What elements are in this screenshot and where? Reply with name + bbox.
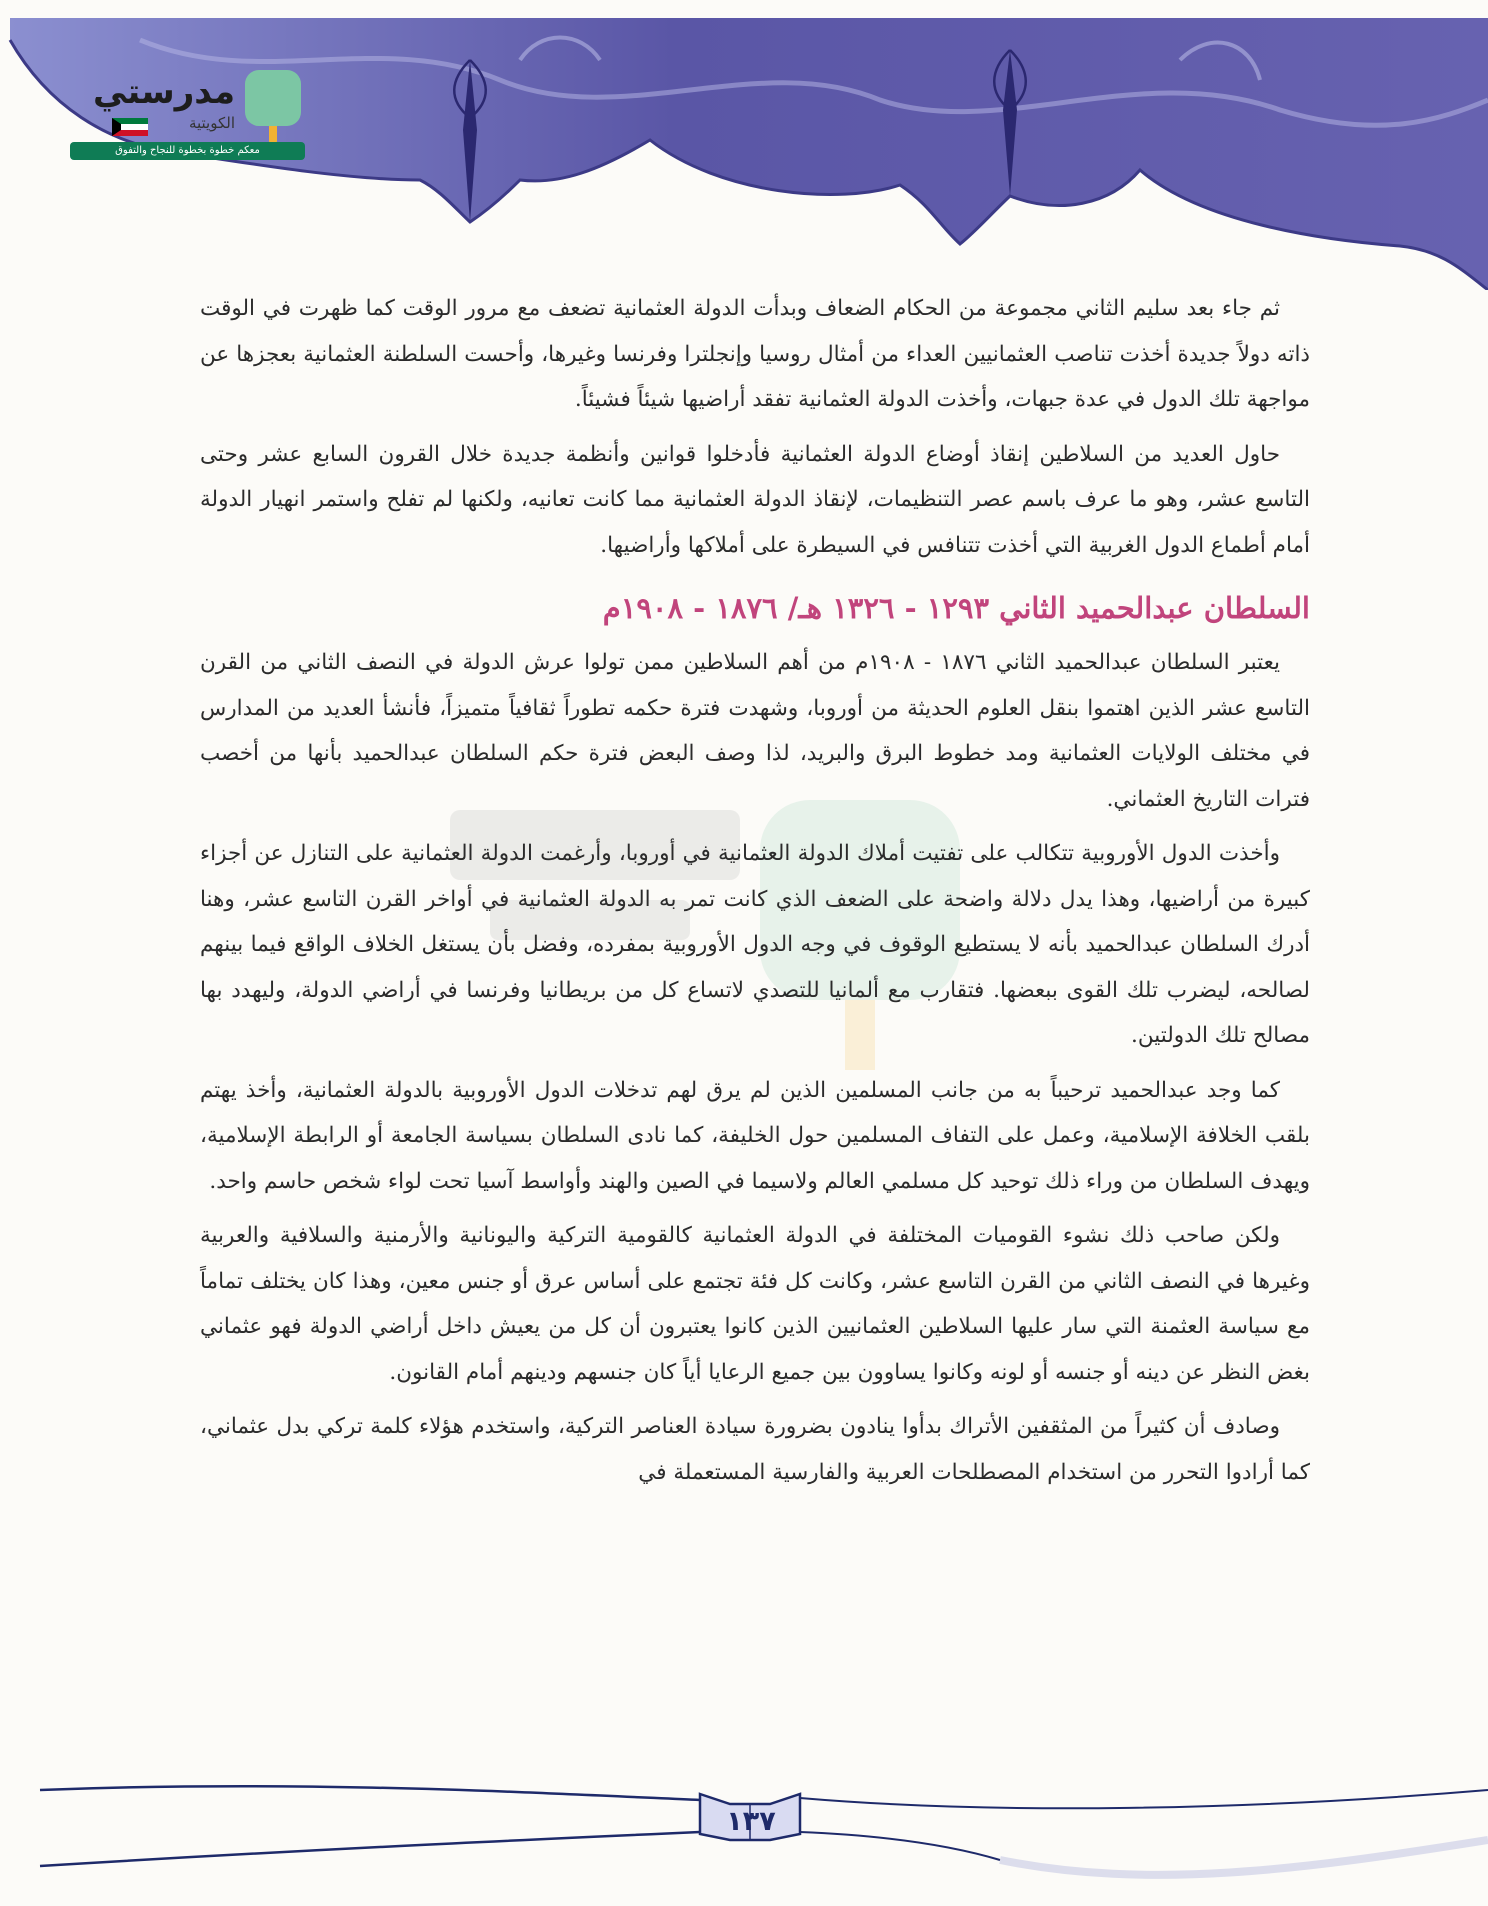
kuwait-flag-icon — [112, 118, 148, 136]
logo-mark-icon — [245, 70, 301, 126]
paragraph: وصادف أن كثيراً من المثقفين الأتراك بدأوا ينادون بضرورة سيادة العناصر التركية، واستخدم هؤلاء كلمة تركي بدل عثماني، كما أرادوا التحرر من استخدام المصطلحات العربية والفارسية المستعملة في — [200, 1414, 1310, 1485]
page-number: ١٣٧ — [726, 1806, 776, 1837]
paragraph: كما وجد عبدالحميد ترحيباً به من جانب المسلمين الذين لم يرق لهم تدخلات الدول الأوروبية بالدولة العثمانية، وأخذ يهتم بلقب الخلافة الإسلامية، وعمل على التفاف المسلمين حول الخليفة، كما نادى السلطان بسياسة الجامعة أو الرابطة الإسلامية، ويهدف السلطان من وراء ذلك توحيد كل مسلمي العالم ولاسيما في الصين والهند وأواسط آسيا تحت لواء شخص حاسم واحد. — [200, 1077, 1310, 1194]
paragraph: يعتبر السلطان عبدالحميد الثاني ١٨٧٦ - ١٩٠٨م من أهم السلاطين ممن تولوا عرش الدولة في النصف الثاني من القرن التاسع عشر الذين اهتموا بنقل العلوم الحديثة من أوروبا، وشهدت فترة حكمه تطوراً ثقافياً متميزاً، فأنشأ العديد من المدارس في مختلف الولايات العثمانية ومد خطوط البرق والبريد، لذا وصف البعض فترة حكم السلطان عبدالحميد بأنها من أخصب فترات التاريخ العثماني. — [200, 650, 1310, 812]
page-content — [200, 286, 1310, 1504]
paragraph: حاول العديد من السلاطين إنقاذ أوضاع الدولة العثمانية فأدخلوا قوانين وأنظمة جديدة خلال القرون السابع عشر وحتى التاسع عشر، وهو ما عرف باسم عصر التنظيمات، لإنقاذ الدولة العثمانية مما كانت تعانيه، ولكنها لم تفلح واستمر انهيار الدولة أمام أطماع الدول الغربية التي أخذت تتنافس في السيطرة على أملاكها وأراضيها. — [200, 441, 1310, 558]
logo-title: مدرستي — [93, 72, 235, 112]
section-heading: السلطان عبدالحميد الثاني ١٢٩٣ - ١٣٢٦ هـ/ ١٨٧٦ - ١٩٠٨م — [602, 591, 1310, 625]
paragraph: وأخذت الدول الأوروبية تتكالب على تفتيت أملاك الدولة العثمانية في أوروبا، وأرغمت الدولة العثمانية على التنازل عن أجزاء كبيرة من أراضيها، وهذا يدل دلالة واضحة على الضعف الذي كانت تمر به الدولة العثمانية في أواخر القرن التاسع عشر، وهنا أدرك السلطان عبدالحميد بأنه لا يستطيع الوقوف في وجه الدول الأوروبية بمفرده، وفضل بأن يستغل الخلاف الواقع فيما بينهم لصالحه، ليضرب تلك القوى ببعضها. فتقارب مع ألمانيا للتصدي لاتساع كل من بريطانيا وفرنسا في أراضي الدولة، وليهدد بها مصالح تلك الدولتين. — [200, 841, 1310, 1048]
paragraph: ثم جاء بعد سليم الثاني مجموعة من الحكام الضعاف وبدأت الدولة العثمانية تضعف مع مرور الوقت كما ظهرت في الوقت ذاته دولاً جديدة أخذت تناصب العثمانيين العداء من أمثال روسيا وإنجلترا وفرنسا وغيرها، وأحست السلطنة العثمانية بعجزها عن مواجهة تلك الدول في عدة جبهات، وأخذت الدولة العثمانية تفقد أراضيها شيئاً فشيئاً. — [200, 296, 1310, 412]
logo — [70, 70, 310, 160]
logo-subtitle: الكويتية — [188, 114, 235, 132]
logo-tagline: معكم خطوة بخطوة للنجاح والتفوق — [70, 142, 305, 160]
paragraph: ولكن صاحب ذلك نشوء القوميات المختلفة في الدولة العثمانية كالقومية التركية واليونانية والأرمنية والسلافية والعربية وغيرها في النصف الثاني من القرن التاسع عشر، وكانت كل فئة تجتمع على أساس عرق أو جنس معين، وهذا كان يختلف تماماً مع سياسة العثمنة التي سار عليها السلاطين العثمانيين الذين كانوا يعتبرون أن كل من يعيش داخل أراضي الدولة فهو عثماني بغض النظر عن دينه أو جنسه أو لونه وكانوا يساوون بين جميع الرعايا أياً كان جنسهم ودينهم أمام القانون. — [200, 1223, 1310, 1385]
footer-ornament — [0, 1770, 1488, 1906]
